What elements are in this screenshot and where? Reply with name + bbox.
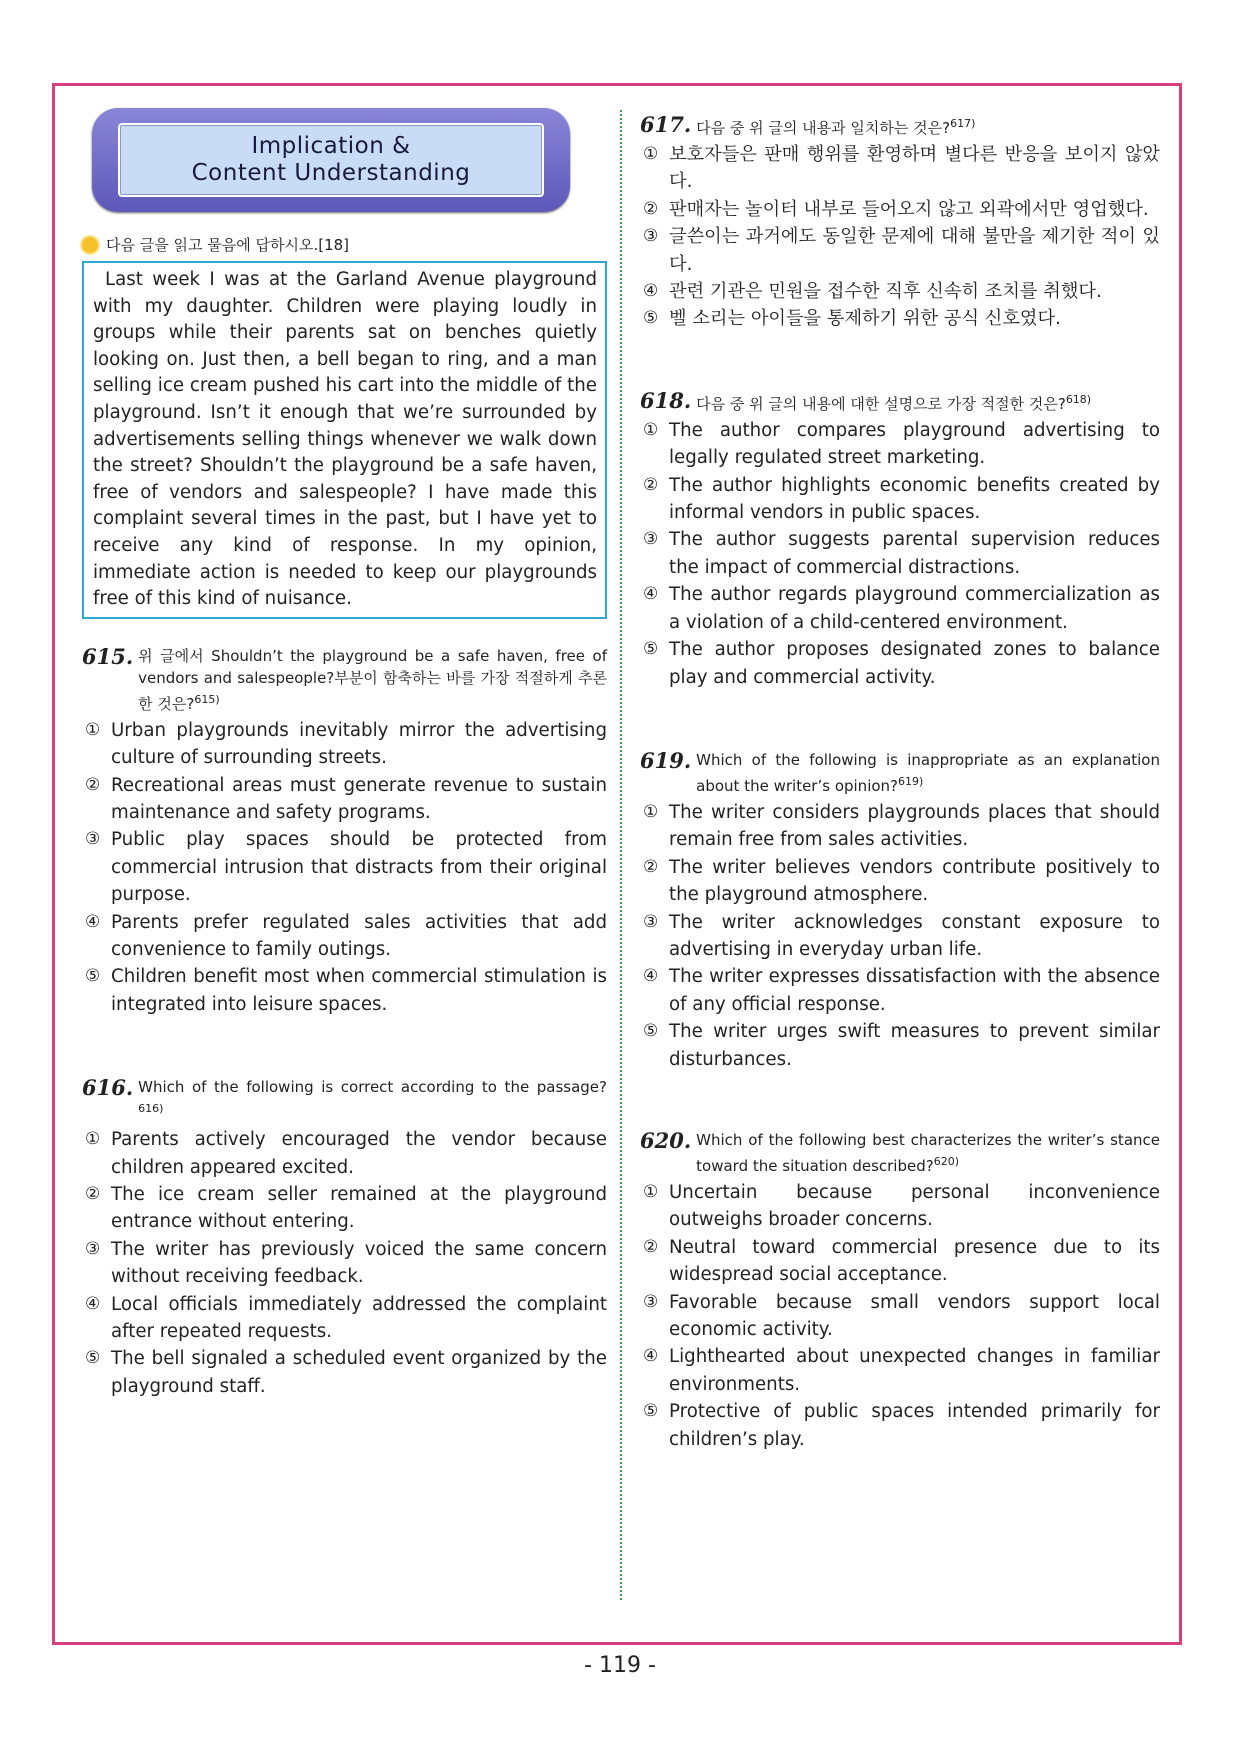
option-5[interactable]: ⑤ Children benefit most when commercial stimulation is integrated into leisure spaces. <box>85 966 607 1015</box>
option-1[interactable]: ① Parents actively encouraged the vendor because children appeared excited. <box>85 1129 607 1178</box>
option-5[interactable]: ⑤ Protective of public spaces intended primarily for children’s play. <box>643 1401 1160 1450</box>
reading-passage <box>82 261 607 619</box>
question-number: 619. <box>640 747 692 773</box>
option-3[interactable]: ③ The author suggests parental supervision reduces the impact of commercial distractions. <box>643 529 1160 578</box>
option-1[interactable]: ① Uncertain because personal inconvenience outweighs broader concerns. <box>643 1181 1160 1231</box>
option-5[interactable]: ⑤ The writer urges swift measures to prevent similar disturbances. <box>643 1021 1160 1070</box>
question-619 <box>640 749 1160 1073</box>
left-column <box>82 105 607 1400</box>
question-620 <box>640 1129 1160 1453</box>
right-column <box>640 105 1160 1453</box>
option-2[interactable]: ② The writer believes vendors contribute positively to the playground atmosphere. <box>643 856 1160 906</box>
option-5[interactable]: ⑤ 벨 소리는 아이들을 통제하기 위한 공식 신호였다. <box>643 308 1061 330</box>
option-2[interactable]: ② 판매자는 놀이터 내부로 들어오지 않고 외곽에서만 영업했다. <box>643 198 1149 220</box>
option-1[interactable]: ① Urban playgrounds inevitably mirror the advertising culture of surrounding streets. <box>85 719 607 769</box>
section-title-box <box>92 108 570 212</box>
flower-icon <box>82 237 98 253</box>
question-number: 620. <box>640 1127 692 1153</box>
question-text: Which of the following best characterizes the writer’s stance toward the situation described? <box>696 1130 1160 1175</box>
question-number: 618. <box>640 387 692 413</box>
question-number: 616. <box>82 1075 134 1101</box>
option-4[interactable]: ④ Parents prefer regulated sales activities that add convenience to family outings. <box>85 911 607 960</box>
passage-text: Last week I was at the Garland Avenue playground with my daughter. Children were playing loudly in groups while their parents sat on benches quietly looking on. Just then, a bell began to ring, and a man selling ice cream pushed his cart into the middle of the playground. Isn’t it enough that we’re surrounded by advertisements selling things whenever we walk down the street? Shouldn’t the playground be a safe haven, free of vendors and salespeople? I have made this complaint several times in the past, but I have yet to receive any kind of response. In my opinion, immediate action is needed to keep our playgrounds free of this kind of nuisance. <box>93 269 597 610</box>
option-3[interactable]: ③ The writer has previously voiced the same concern without receiving feedback. <box>85 1238 607 1288</box>
option-2[interactable]: ② The ice cream seller remained at the playground entrance without entering. <box>85 1184 607 1233</box>
option-2[interactable]: ② Neutral toward commercial presence due to its widespread social acceptance. <box>643 1236 1160 1286</box>
question-618 <box>640 389 1160 691</box>
option-1[interactable]: ① The author compares playground advertising to legally regulated street marketing. <box>643 419 1160 469</box>
instruction <box>82 234 607 255</box>
option-1[interactable]: ① 보호자들은 판매 행위를 환영하며 별다른 반응을 보이지 않았다. <box>643 144 1160 193</box>
option-3[interactable]: ③ 글쓴이는 과거에도 동일한 문제에 대해 불만을 제기한 적이 있다. <box>643 226 1160 275</box>
page-number: - 119 - <box>584 1653 656 1678</box>
question-616 <box>82 1076 607 1400</box>
option-5[interactable]: ⑤ The author proposes designated zones to balance play and commercial activity. <box>643 639 1160 688</box>
column-divider <box>620 110 622 1600</box>
footnote-ref: 616) <box>138 1102 164 1116</box>
footnote-ref: 615) <box>194 692 220 706</box>
question-text: 다음 중 위 글의 내용과 일치하는 것은? <box>696 119 951 137</box>
footnote-ref: 617) <box>950 117 976 130</box>
question-text: Which of the following is correct according to the passage? <box>138 1078 607 1097</box>
option-3[interactable]: ③ The writer acknowledges constant exposure to advertising in everyday urban life. <box>643 911 1160 960</box>
option-4[interactable]: ④ Lighthearted about unexpected changes in familiar environments. <box>643 1346 1160 1395</box>
option-5[interactable]: ⑤ The bell signaled a scheduled event organized by the playground staff. <box>85 1348 607 1397</box>
question-text: 위 글에서 Shouldn’t the playground be a safe haven, free of vendors and salespeople?부분이 함축하는 바를 가장 적절하게 추론한 것은? <box>138 646 607 713</box>
option-3[interactable]: ③ Public play spaces should be protected from commercial intrusion that distracts from their original purpose. <box>85 829 607 906</box>
option-2[interactable]: ② Recreational areas must generate revenue to sustain maintenance and safety programs. <box>85 774 607 823</box>
option-3[interactable]: ③ Favorable because small vendors support local economic activity. <box>643 1291 1160 1340</box>
question-text: Which of the following is inappropriate as an explanation about the writer’s opinion? <box>696 750 1160 795</box>
option-4[interactable]: ④ Local officials immediately addressed the complaint after repeated requests. <box>85 1293 607 1343</box>
question-text: 다음 중 위 글의 내용에 대한 설명으로 가장 적절한 것은? <box>696 394 1066 413</box>
footnote-ref: 618) <box>1065 392 1092 406</box>
option-1[interactable]: ① The writer considers playgrounds places that should remain free from sales activities. <box>643 801 1160 851</box>
question-615 <box>82 645 607 1018</box>
footnote-ref: 620) <box>933 1154 959 1168</box>
instruction-text: 다음 글을 읽고 물음에 답하시오.[18] <box>106 236 350 254</box>
option-4[interactable]: ④ The writer expresses dissatisfaction with the absence of any official response. <box>643 966 1160 1015</box>
footnote-ref: 619) <box>898 774 924 788</box>
question-number: 617. <box>640 112 692 137</box>
question-617 <box>640 113 1160 333</box>
option-4[interactable]: ④ 관련 기관은 민원을 접수한 직후 신속히 조치를 취했다. <box>643 281 1102 303</box>
question-number: 615. <box>82 643 134 669</box>
section-title: Implication & Content Understanding <box>191 133 471 186</box>
option-4[interactable]: ④ The author regards playground commercialization as a violation of a child-centered environment. <box>643 584 1160 633</box>
option-2[interactable]: ② The author highlights economic benefits created by informal vendors in public spaces. <box>643 474 1160 524</box>
